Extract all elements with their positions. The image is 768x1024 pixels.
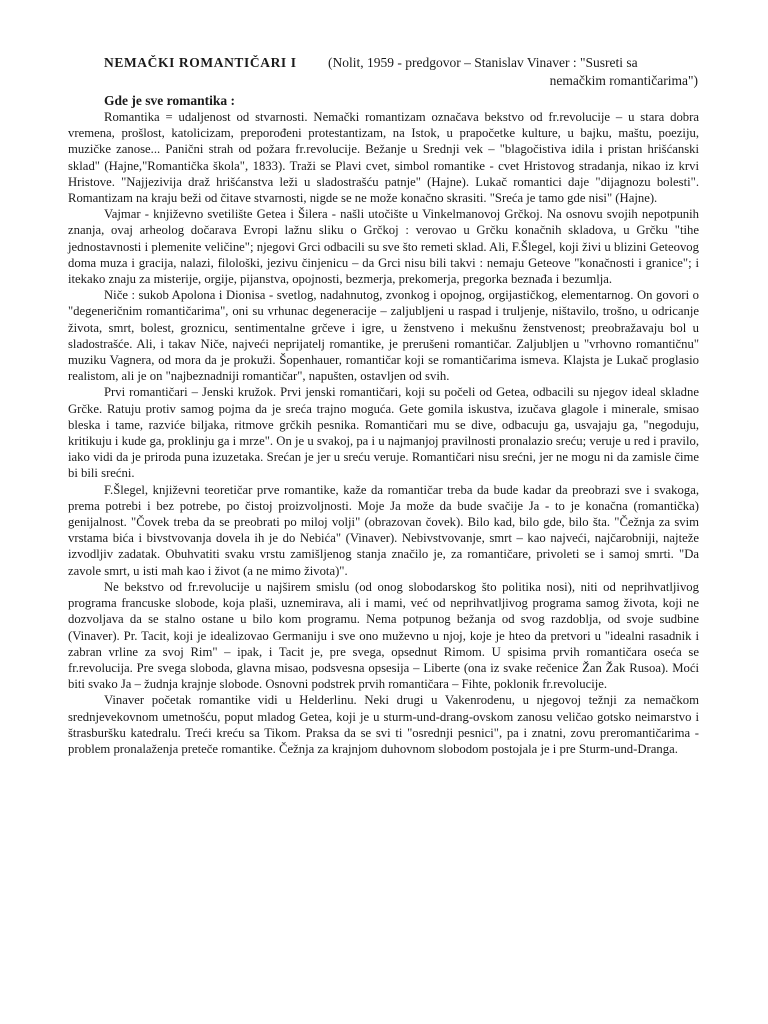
paragraph: F.Šlegel, književni teoretičar prve romantike, kaže da romantičar treba da bude kadar da preobrazi sve i svakoga, prema potrebi i bez potrebe, po čistoj proizvoljnosti. Moje Ja može da bude svačije Ja - to je konačna (romantička) genijalnost. "Čovek treba da se preobrati po miloj volji" (obrazovan čovek). Bilo kad, bilo gde, bilo šta. "Čežnja za svim vrstama bića i bivstvovanja dovela ih je do Nebića" (Vinaver). Nebivstvovanje, smrt – kao najveći, najčarobniji, najteže izvodljiv zadatak. Obuhvatiti svaku vrstu zamišljenog stanja značilo je, za romantičare, privoleti se i samoj smrti. "Da zavole smrt, u isti mah kao i život (a ne mimo života)".	[68, 482, 699, 578]
paragraph: Niče : sukob Apolona i Dionisa - svetlog, nadahnutog, zvonkog i opojnog, orgijastičkog, elementarnog. On govori o "degeneričnim romantičarima", oni su vrhunac degeneracije – zaljubljeni u raspad i truljenje, ništavilo, trošno, u odricanje života, smrt, bolest, groznicu, sentimentalne grčeve i igre, u ženstveno i mekušnu ženstvenost; preobražavaju bol u sladostrašće. Ali, i takav Niče, najveći neprijatelj romantike, je prerušeni romantičar. Zaljubljen u "vrhovno romantičnu" muziku Vagnera, od mora da je prokuži. Šopenhauer, romantičar koji se romantičarima ismeva. Klajsta je Lukač proglasio realistom, ali je on "najbeznadniji romantičar", napušten, ostavljen od svih.	[68, 288, 699, 384]
paragraph: Prvi romantičari – Jenski kružok. Prvi jenski romantičari, koji su počeli od Getea, odbacili su njegov ideal skladne Grčke. Ratuju protiv samog pojma da je sreća trajno moguća. Gete gomila iskustva, izučava glagole i minerale, smisao bleska i tame, razviće biljaka, ritmove grčkih pesnika. Romantičari mu se dive, odbacuju ga, usvajaju ga, "negoduju, kritikuju i kude ga, proklinju ga i mrze". On je u svakoj, pa i u najmanjoj pravilnosti pronalazio sreću; veruje u red i pravilo, iako vidi da je priroda puna izuzetaka. Srećan je jer u sreću veruje. Romantičari nisu srećni, jer ne mogu ni da zamisle čime bi bili srećni.	[68, 385, 699, 481]
source-note-continued: nemačkim romantičarima")	[549, 73, 698, 88]
source-note: (Nolit, 1959 - predgovor – Stanislav Vinaver : "Susreti sa	[327, 55, 638, 70]
document-header	[104, 54, 712, 90]
paragraph: Romantika = udaljenost od stvarnosti. Nemački romantizam označava bekstvo od fr.revolucije – u stara dobra vremena, prošlost, katolicizam, preporođeni protestantizam, na Istok, u prapočetke kulture, u bajku, maštu, poeziju, muzičke zanose... Panični strah od požara fr.revolucije. Bežanje u Srednji vek – "blagočistiva idila i pristan hrišćanski sklad" (Hajne,"Romantička škola", 1833). Traži se Plavi cvet, simbol romantike - cvet Hristovog stradanja, nikao iz krvi Hristove. "Najjezivija draž hrišćanstva leži u sladostrašću patnje" (Hajne). Lukač romantici daje "dijagnozu bolesti". Romantizam na kraju beži od čitave stvarnosti, nigde se ne može konačno skrasiti. "Sreća je tamo gde nisi" (Hajne).	[68, 110, 699, 206]
paragraph: Vinaver početak romantike vidi u Helderlinu. Neki drugi u Vakenrodenu, u njegovoj težnji za nemačkom srednjevekovnom umetnošću, poput mladog Getea, koji je u sturm-und-drang-ovskom zanosu veličao gotsko neimarstvo i štrasburšku katedralu. Treći kreću sa Tikom. Praksa da se svi ti "osrednji pesnici", pa i znatni, zovu preromantičarima - problem pronalaženja preteče romantike. Čežnja za krajnjom duhovnom slobodom postojala je i pre Sturm-und-Dranga.	[68, 693, 699, 756]
paragraph: Ne bekstvo od fr.revolucije u najširem smislu (od onog slobodarskog što politika nosi), niti od neprihvatljivog programa francuske slobode, koja plaši, uznemirava, ali i mami, već od neprihvatljivog programa samog života, koji ne dozvoljava da se stalno ostane u bilo kom programu. Nema potpunog bežanja od svog razdoblja, od svoje sudbine (Vinaver). Pr. Tacit, koji je idealizovao Germaniju i sve ono muževno u njoj, koje je hteo da pretvori u "idealni rasadnik i zabran vrline za svoj Rim" – ipak, i Tacit je, pre svega, opsednut Rimom. U spisima prvih romantičara oseća se fr.revolucija. Pre svega sloboda, glavna misao, podsvesna opsesija – Liberte (ona iz svake rečenice Žan Žak Rusoa). Moći biti svako Ja – žudnja krajnje slobode. Osnovni podstrek prvih romantičara – Fihte, poklonik fr.revolucije.	[68, 579, 699, 692]
paragraph: Vajmar - književno svetilište Getea i Šilera - našli utočište u Vinkelmanovoj Grčkoj. Na osnovu svojih nepotpunih znanja, ovaj arheolog dočarava Evropi lažnu sliku o Grčkoj : verovao u Grčku konačnih skladova, u Grčku "tihe jednostavnosti i plemenite veličine"; njegovi Grci odbacili su sve što remeti sklad. Ali, F.Šlegel, koji živi u blizini Geteovog doma muza i gracija, nalazi, filološki, jezivu činjenicu – da Grci nisu bili takvi : nemaju Geteove "konačnosti i granice"; i itekako znaju za misterije, orgije, pijanstva, opojnosti, bezmerja, prekomerja, pregorka beznađa i bezumlja.	[68, 207, 699, 287]
document-body	[68, 109, 699, 757]
document-title: NEMAČKI ROMANTIČARI I	[104, 55, 297, 70]
section-heading: Gde je sve romantika :	[104, 93, 235, 108]
